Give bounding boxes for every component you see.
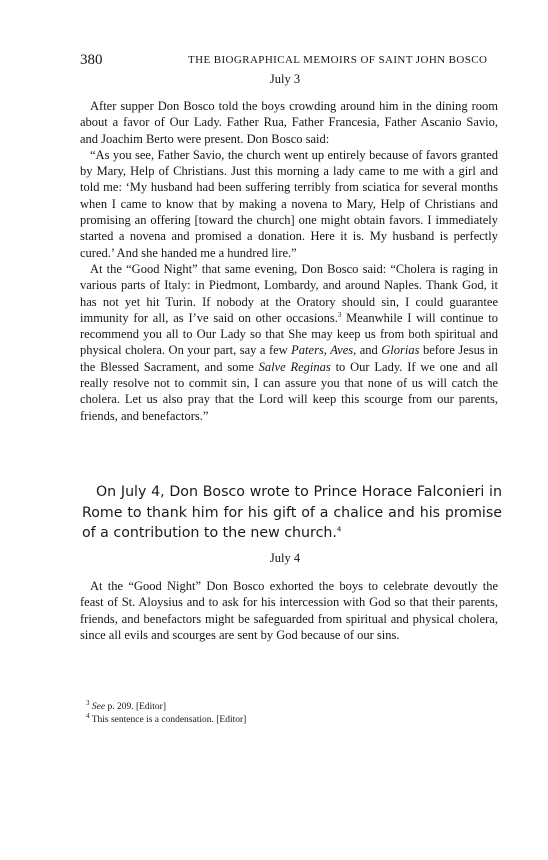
paragraph-text: Meanwhile I will continue to recommend you all to Our Lady so that She may keep us from both spiritual and physical cholera. On your part, say a few [80, 310, 499, 358]
section-july-3-body [80, 98, 498, 424]
inserted-paragraph [82, 482, 502, 544]
footnote-text: This sentence is a condensation. [Editor] [91, 715, 247, 725]
page-number: 380 [80, 52, 103, 68]
footnote-marker: 3 [337, 310, 342, 319]
footnote [86, 698, 496, 714]
italic-text: Salve Reginas [258, 359, 331, 374]
date-heading-july-4: July 4 [269, 551, 301, 565]
paragraph-text: and [356, 343, 382, 358]
inserted-paragraph-text: On July 4, Don Bosco wrote to Prince Horace Falconieri in Rome to thank him for his gift of a chalice and his promise of a contribution to the new church. [82, 484, 502, 541]
paragraph-text: At the “Good Night” that same evening, Don Bosco said: “Cholera is raging in various parts of Italy: in Piedmont, Lombardy, and around Naples. Thank God, it has not yet hit Turin. If nobody at the Oratory should sin, I could guarantee immunity for all, as I’ve said on other occasions. [80, 261, 498, 325]
footnote-text: p. 209. [Editor] [105, 702, 167, 712]
footnote-mark: 3 [86, 698, 90, 707]
good-night-paragraph [80, 261, 498, 424]
page-header [80, 52, 490, 70]
paragraph-text: before Jesus in the Blessed Sacrament, and some [80, 343, 498, 374]
paragraph: After supper Don Bosco told the boys crowding around him in the dining room about a favor of Our Lady. Father Rua, Father Francesia, Father Ascanio Savio, and Joachim Berto were present. Don Bosco said: [80, 99, 498, 146]
paragraph: At the “Good Night” Don Bosco exhorted the boys to celebrate devoutly the feast of St. Aloysius and to ask for his intercession with God so that their parents, friends, and benefactors might be safeguarded from spiritual and physical cholera, since all evils and scourges are sent by God because of our sins. [80, 579, 498, 642]
section-july-4-body [80, 578, 498, 643]
italic-text: Glorias [381, 343, 420, 358]
footnote-italic: See [91, 702, 106, 712]
footnotes [86, 698, 496, 727]
italic-text: Paters, Aves, [291, 343, 357, 358]
running-title: THE BIOGRAPHICAL MEMOIRS OF SAINT JOHN BOSCO [188, 54, 488, 66]
footnote [86, 711, 496, 727]
footnote-marker: 4 [336, 525, 342, 534]
paragraph-text: to Our Lady. If we one and all really resolve not to commit sin, I can assure you that none of us will catch the cholera. Let us also pray that the Lord will keep this scourge from our parents, friends, and benefactors.” [80, 359, 499, 423]
date-heading-july-3: July 3 [269, 72, 301, 86]
quoted-paragraph: “As you see, Father Savio, the church went up entirely because of favors granted by Mary, Help of Christians. Just this morning a lady came to me with a girl and told me: ‘My husband had been suffering terribly from sciatica for several months when I came to know that by making a novena to Mary, Help of Christians and promising an offering [toward the church] one might obtain favors. I immediately started a novena and promised a donation. Here it is. My husband is perfectly cured.’ And she handed me a hundred lire.” [80, 147, 498, 260]
footnote-mark: 4 [86, 711, 90, 720]
